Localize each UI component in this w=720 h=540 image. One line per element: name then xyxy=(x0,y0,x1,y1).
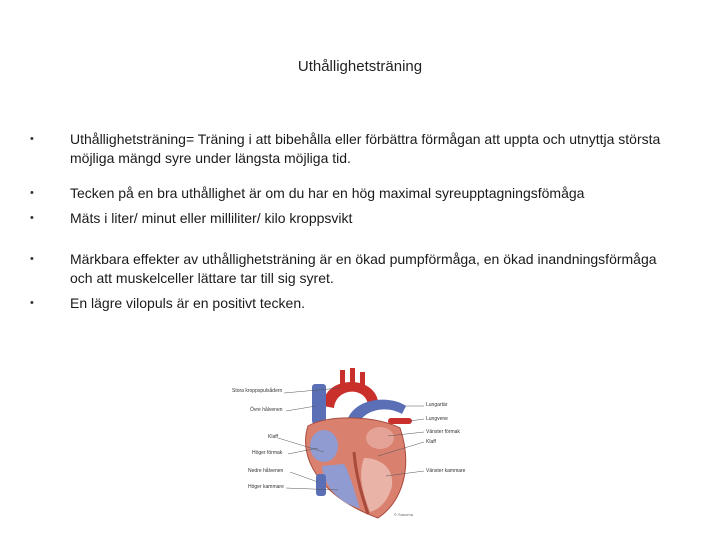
label-left-ventricle: Vänster kammare xyxy=(426,468,466,474)
label-left-atrium: Vänster förmak xyxy=(426,429,460,435)
bullet-marker: • xyxy=(30,187,34,199)
bullet-text: En lägre vilopuls är en positivt tecken. xyxy=(70,295,306,311)
slide-title: Uthållighetsträning xyxy=(297,58,423,75)
bullet-item xyxy=(30,130,680,168)
spacer xyxy=(30,168,680,184)
bullet-item xyxy=(30,294,680,313)
label-pulmonary-artery: Lungartär xyxy=(426,402,448,408)
vena-cava-shape xyxy=(316,474,326,496)
bullet-item xyxy=(30,184,680,203)
aorta-branch xyxy=(350,368,355,390)
label-leader xyxy=(290,472,318,482)
label-right-atrium: Höger förmak xyxy=(252,450,283,456)
right-atrium-shape xyxy=(310,430,338,462)
label-inferior-vena-cava: Nedre hålvenen xyxy=(248,468,284,474)
bullet-list xyxy=(30,130,680,313)
bullet-text: Mäts i liter/ minut eller milliliter/ kilo kroppsvikt xyxy=(70,210,353,226)
aorta-branch xyxy=(360,372,365,392)
bullet-item xyxy=(30,250,680,288)
label-pulmonary-vein: Lungvene xyxy=(426,416,448,422)
bullet-item xyxy=(30,209,680,228)
bullet-marker: • xyxy=(30,297,34,309)
label-aorta: Stora kroppspulsådern xyxy=(232,388,283,394)
pulmonary-vein-shape xyxy=(388,418,412,424)
spacer xyxy=(30,228,680,250)
bullet-marker: • xyxy=(30,212,34,224)
aorta-branch xyxy=(340,370,345,390)
heart-diagram xyxy=(228,366,468,526)
figure-credit: © Sanoma xyxy=(394,512,413,517)
label-right-ventricle: Höger kammare xyxy=(248,484,284,490)
bullet-marker: • xyxy=(30,133,34,145)
bullet-marker: • xyxy=(30,253,34,265)
left-atrium-shape xyxy=(366,427,394,449)
label-valve-left: Klaff xyxy=(268,434,278,440)
bullet-text: Tecken på en bra uthållighet är om du har en hög maximal syreupptagningsfömåga xyxy=(70,185,585,201)
bullet-text: Märkbara effekter av uthållighetsträning är en ökad pumpförmåga, en ökad inandningsförmåga och att muskelceller lättare tar till sig syret. xyxy=(70,251,657,286)
label-valve-right: Klaff xyxy=(426,439,436,445)
label-superior-vena-cava: Övre hålvenen xyxy=(250,407,283,413)
bullet-text: Uthållighetsträning= Träning i att bibehålla eller förbättra förmågan att uppta och utnyttja största möjliga mängd syre under längsta möjliga tid. xyxy=(70,131,661,166)
label-leader xyxy=(286,406,316,411)
label-leader xyxy=(410,419,424,421)
